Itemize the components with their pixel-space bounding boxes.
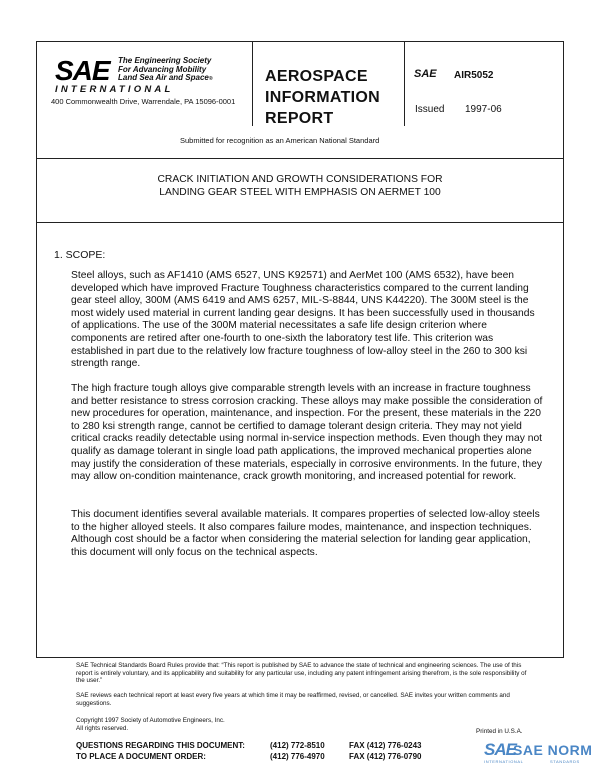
- issued-label: Issued: [415, 104, 445, 115]
- tagline-line: For Advancing Mobility: [118, 64, 207, 74]
- tagline-line: The Engineering Society: [118, 56, 212, 65]
- questions-label: QUESTIONS REGARDING THIS DOCUMENT:: [76, 741, 245, 750]
- header-divider: [36, 158, 564, 159]
- document-number: AIR5052: [454, 70, 494, 81]
- tagline-line: Land Sea Air and Space®: [118, 73, 213, 82]
- scope-paragraph: The high fracture tough alloys give comparable strength levels with an increase in fracture toughness and better resistance to stress corrosion cracking. These alloys may make possible the consideration of new procedures for operation, maintenance, and inspection. For the present, these materials in the 220 to 280 ksi strength range, cannot be certified to damage tolerant design criteria. They may not yield critical cracks readily detectable using normal in-service inspection methods. Even though they may not qualify as damage tolerant in single load path applications, the improved mechanical properties alone may justify the consideration of these materials, especially in corrosive environments. In the future, they may allow on-condition maintenance, crack growth monitoring, and increased potential for rework.: [71, 383, 543, 483]
- document-type: [265, 66, 380, 129]
- order-label: TO PLACE A DOCUMENT ORDER:: [76, 752, 206, 761]
- scope-paragraph: This document identifies several available materials. It compares properties of selected low-alloy steels to the higher alloyed steels. It also compares failure modes, maintenance, and inspection techniques. Although cost should be a factor when considering the material selection for landing gear application, this document will only focus on the technical aspects.: [71, 509, 540, 558]
- title-line: CRACK INITIATION AND GROWTH CONSIDERATIONS FOR: [157, 174, 443, 185]
- footer-note: SAE Technical Standards Board Rules provide that: “This report is published by SAE to advance the state of technical and engineering sciences. The use of this report is entirely voluntary, and its applicability and suitability for any particular use, including any patent infringement arising therefrom, is the sole responsibility of the user.”: [76, 662, 527, 685]
- recognition-note: Submitted for recognition as an American National Standard: [180, 136, 380, 145]
- document-type-line: INFORMATION: [265, 89, 380, 106]
- registered-mark: ®: [208, 76, 213, 82]
- sae-norm-logo: [484, 740, 594, 770]
- sae-address: 400 Commonwealth Drive, Warrendale, PA 15096-0001: [51, 97, 236, 106]
- scope-paragraph: Steel alloys, such as AF1410 (AMS 6527, UNS K92571) and AerMet 100 (AMS 6532), have been developed which have improved Fracture Toughness characteristics compared to the current landing gear steel alloy, 300M (AMS 6419 and AMS 6257, MIL-S-8844, UNS K44220). The 300M steel is the most widely used material in current landing gear designs. It has been successfully used in thousands of applications. The use of the 300M material necessitates a safe life design criterion where components are retired after one-fourth to one-sixth the laboratory test life. This criterion was established in part due to the relatively low fracture toughness of low-alloy steel in the 260 to 300 ksi strength range.: [71, 270, 535, 370]
- copyright: [76, 717, 536, 732]
- norm-logo-mark: SAE: [484, 740, 516, 759]
- footer-note: SAE reviews each technical report at least every five years at which time it may be reaffirmed, revised, or cancelled. SAE invites your written comments and suggestions.: [76, 692, 510, 707]
- sae-tagline: [118, 57, 213, 84]
- order-phone: (412) 776-4970: [270, 752, 325, 761]
- sae-logo-mark: SAE: [55, 55, 110, 86]
- questions-fax: FAX (412) 776-0243: [349, 741, 422, 750]
- norm-logo-text: SAE NORM: [513, 742, 593, 758]
- document-title: [36, 174, 564, 199]
- header-column-divider-left: [252, 41, 253, 126]
- small-sae-logo: SAE: [414, 68, 437, 80]
- header-column-divider-right: [404, 41, 405, 126]
- norm-logo-subtext: INTERNATIONAL: [484, 759, 524, 764]
- title-line: LANDING GEAR STEEL WITH EMPHASIS ON AERMET 100: [159, 186, 441, 198]
- order-fax: FAX (412) 776-0790: [349, 752, 422, 761]
- title-divider: [36, 222, 564, 223]
- sae-logo: [55, 57, 245, 97]
- document-type-line: REPORT: [265, 110, 334, 127]
- questions-phone: (412) 772-8510: [270, 741, 325, 750]
- issued-date: 1997-06: [465, 104, 502, 115]
- scope-heading: 1. SCOPE:: [54, 249, 106, 261]
- document-type-line: AEROSPACE: [265, 68, 368, 85]
- international-wordmark: INTERNATIONAL: [55, 84, 174, 95]
- rights-line: All rights reserved.: [76, 724, 129, 732]
- norm-logo-subtext: STANDARDS: [550, 759, 580, 764]
- copyright-line: Copyright 1997 Society of Automotive Engineers, Inc.: [76, 717, 225, 724]
- printed-in: Printed in U.S.A.: [476, 728, 523, 735]
